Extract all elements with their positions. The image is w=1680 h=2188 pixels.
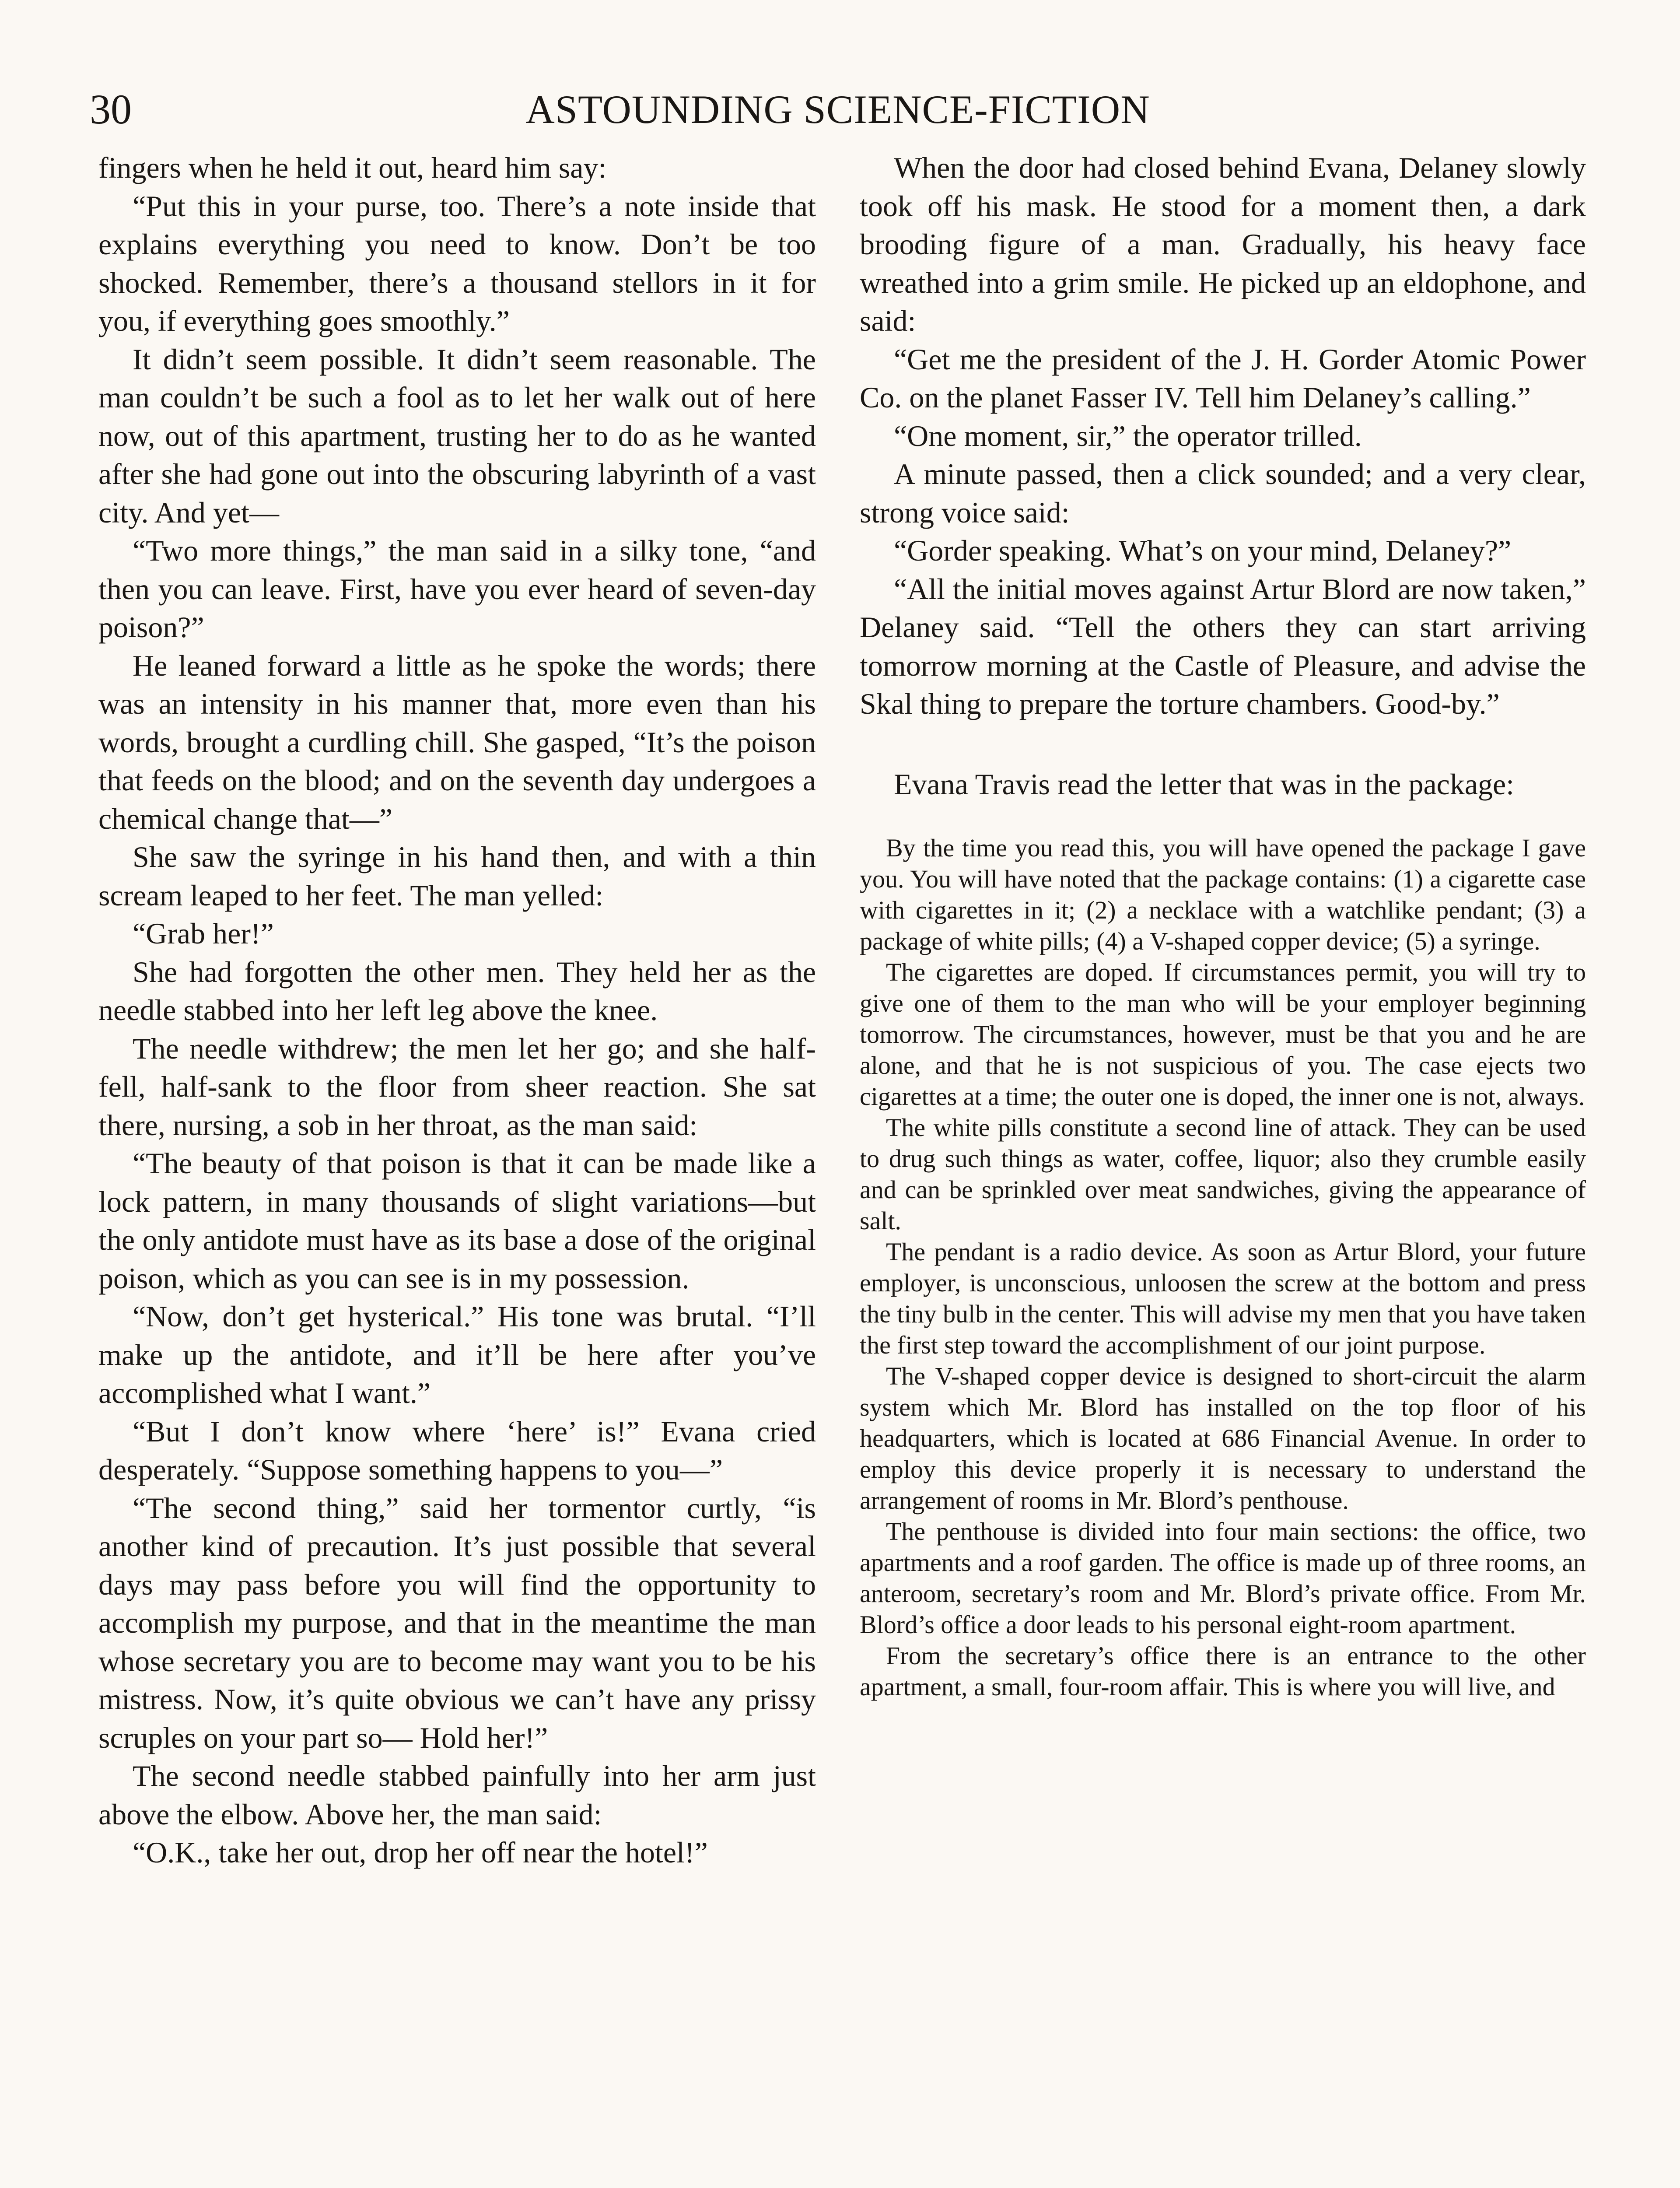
paragraph: It didn’t seem possible. It didn’t seem reasonable. The man couldn’t be such a fool as to let her walk out of here now, out of this apartment, trusting her to do as he wanted after she had gone out into the obscuring labyrinth of a vast city. And yet—	[98, 342, 816, 529]
paragraph: “But I don’t know where ‘here’ is!” Evana cried desperately. “Suppose something happens to you—”	[98, 1414, 816, 1486]
paragraph: She had forgotten the other men. They held her as the needle stabbed into her left leg above the knee.	[98, 955, 816, 1027]
letter-block	[860, 832, 1586, 1702]
paragraph: A minute passed, then a click sounded; and a very clear, strong voice said:	[860, 457, 1586, 529]
paragraph: “Put this in your purse, too. There’s a note inside that explains everything you need to know. Don’t be too shocked. Remember, there’s a thousand stellors in it for you, if everything goes smoothly.”	[98, 189, 816, 337]
letter-paragraph: From the secretary’s office there is an entrance to the other apartment, a small, four-room affair. This is where you will live, and	[860, 1641, 1586, 1701]
paragraph: “Now, don’t get hysterical.” His tone was brutal. “I’ll make up the antidote, and it’ll be here after you’ve accomplished what I want.”	[98, 1300, 816, 1410]
letter-paragraph: The pendant is a radio device. As soon as Artur Blord, your future employer, is unconscious, unloosen the screw at the bottom and press the tiny bulb in the center. This will advise my men that you have taken the first step toward the accomplishment of our joint purpose.	[860, 1238, 1586, 1359]
letter-paragraph: By the time you read this, you will have opened the package I gave you. You will have noted that the package contains: (1) a cigarette case with cigarettes in it; (2) a necklace with a watchlike pendant; (3) a package of white pills; (4) a V-shaped copper device; (5) a syringe.	[860, 834, 1586, 955]
paragraph: The needle withdrew; the men let her go; and she half-fell, half-sank to the floor from sheer reaction. She sat there, nursing, a sob in her throat, as the man said:	[98, 1031, 816, 1142]
paragraph: “The beauty of that poison is that it can be made like a lock pattern, in many thousands of slight variations—but the only antidote must have as its base a dose of the original poison, which as you can see is in my possession.	[98, 1147, 816, 1295]
paragraph: “Get me the president of the J. H. Gorder Atomic Power Co. on the planet Fasser IV. Tell him Delaney’s calling.”	[860, 342, 1586, 414]
right-column	[860, 149, 1586, 1702]
paragraph: “The second thing,” said her tormentor curtly, “is another kind of precaution. It’s just possible that several days may pass before you will find the opportunity to accomplish my purpose, and that in the meantime the man whose secretary you are to become may want you to be his mistress. Now, it’s quite obvious we can’t have any prissy scruples on your part so— Hold her!”	[98, 1491, 816, 1754]
left-column	[98, 149, 816, 1872]
paragraph: “One moment, sir,” the operator trilled.	[894, 419, 1362, 452]
paragraph: She saw the syringe in his hand then, and with a thin scream leaped to her feet. The man yelled:	[98, 840, 816, 912]
paragraph: “Gorder speaking. What’s on your mind, Delaney?”	[894, 534, 1512, 567]
letter-paragraph: The white pills constitute a second line of attack. They can be used to drug such things as water, coffee, liquor; also they crumble easily and can be sprinkled over meat sandwiches, giving the appearance of salt.	[860, 1113, 1586, 1235]
paragraph: When the door had closed behind Evana, Delaney slowly took off his mask. He stood for a moment then, a dark brooding figure of a man. Gradually, his heavy face wreathed into a grim smile. He picked up an eldophone, and said:	[860, 151, 1586, 337]
paragraph: The second needle stabbed painfully into her arm just above the elbow. Above her, the man said:	[98, 1759, 816, 1831]
page-header	[90, 81, 1586, 138]
running-title: ASTOUNDING SCIENCE-FICTION	[525, 87, 1150, 132]
paragraph: “O.K., take her out, drop her off near the hotel!”	[133, 1836, 708, 1869]
paragraph: fingers when he held it out, heard him say:	[98, 151, 607, 184]
letter-paragraph: The V-shaped copper device is designed to short-circuit the alarm system which Mr. Blord has installed on the top floor of his headquarters, which is located at 686 Financial Avenue. In order to employ this device properly it is necessary to understand the arrangement of rooms in Mr. Blord’s penthouse.	[860, 1362, 1586, 1515]
paragraph: “All the initial moves against Artur Blord are now taken,” Delaney said. “Tell the others they can start arriving tomorrow morning at the Castle of Pleasure, and advise the Skal thing to prepare the torture chambers. Good-by.”	[860, 572, 1586, 720]
letter-paragraph: The penthouse is divided into four main sections: the office, two apartments and a roof garden. The office is made up of three rooms, an anteroom, secretary’s room and Mr. Blord’s private office. From Mr. Blord’s office a door leads to his personal eight-room apartment.	[860, 1517, 1586, 1639]
paragraph: Evana Travis read the letter that was in the package:	[894, 767, 1515, 801]
paragraph: “Two more things,” the man said in a silky tone, “and then you can leave. First, have you ever heard of seven-day poison?”	[98, 534, 816, 644]
paragraph: He leaned forward a little as he spoke the words; there was an intensity in his manner that, more even than his words, brought a curdling chill. She gasped, “It’s the poison that feeds on the blood; and on the seventh day undergoes a chemical change that—”	[98, 649, 816, 835]
paragraph: “Grab her!”	[133, 917, 274, 950]
letter-paragraph: The cigarettes are doped. If circumstances permit, you will try to give one of them to the man who will be your employer beginning tomorrow. The circumstances, however, must be that you and he are alone, and that he is not suspicious of you. The case ejects two cigarettes at a time; the outer one is doped, the inner one is not, always.	[860, 958, 1586, 1111]
page-number: 30	[90, 86, 132, 133]
